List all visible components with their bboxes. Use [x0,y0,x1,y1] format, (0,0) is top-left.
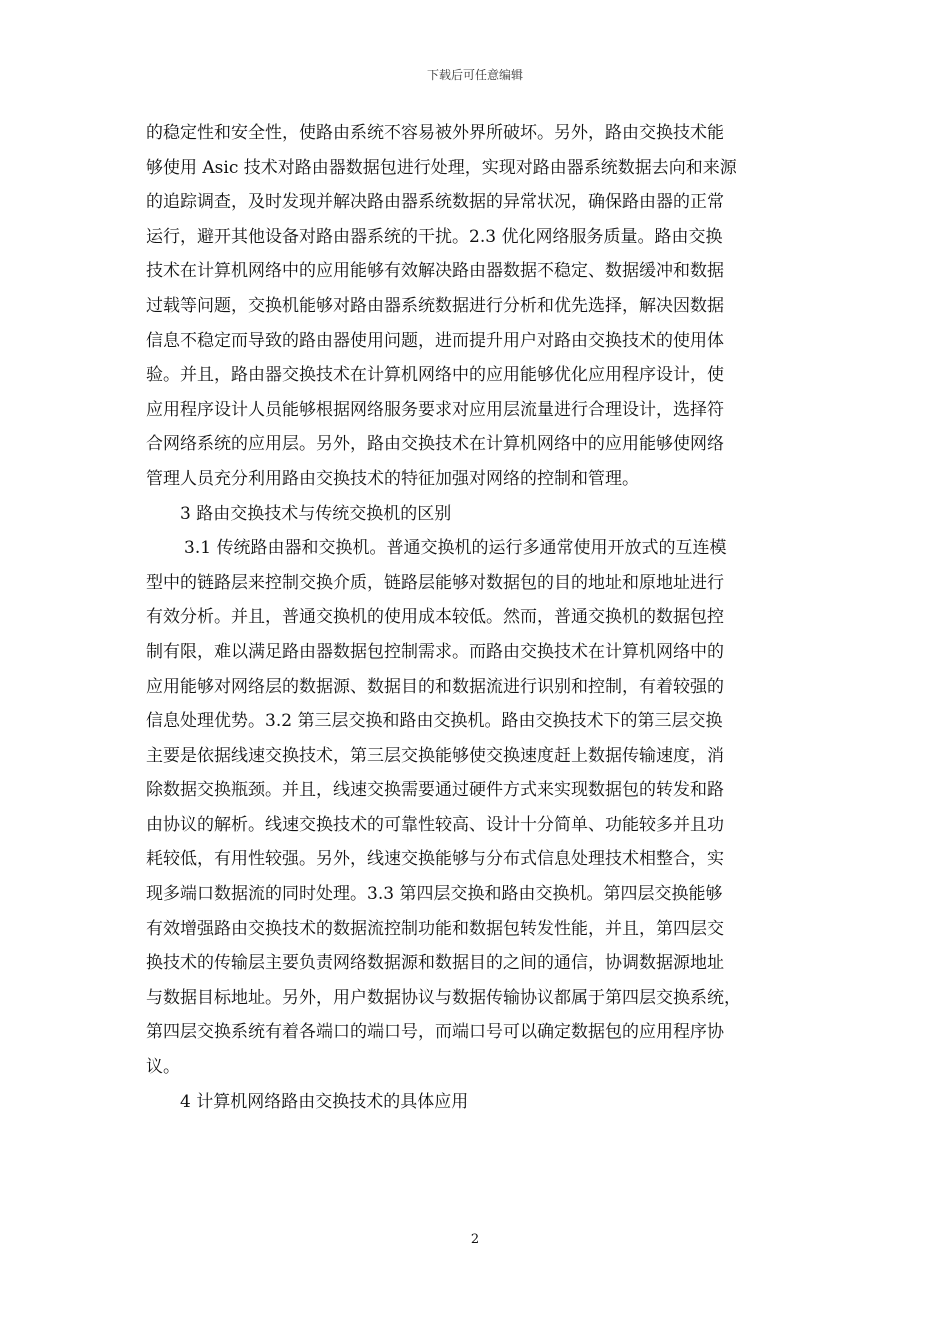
page-header-note: 下载后可任意编辑 [426,68,523,82]
text-line: 换技术的传输层主要负责网络数据源和数据目的之间的通信，协调数据源地址 [146,953,724,974]
text-line: 运行，避开其他设备对路由器系统的干扰。2.3 优化网络服务质量。路由交换 [146,226,723,247]
text-line: 合网络系统的应用层。另外，路由交换技术在计算机网络中的应用能够使网络 [146,434,724,455]
text-line: 有效增强路由交换技术的数据流控制功能和数据包转发性能，并且，第四层交 [146,918,724,939]
section-heading-text: 4 计算机网络路由交换技术的具体应用 [180,1091,469,1112]
text-line: 第四层交换系统有着各端口的端口号，而端口号可以确定数据包的应用程序协 [146,1022,724,1043]
text-line: 议。 [146,1057,180,1078]
text-line: 耗较低，有用性较强。另外，线速交换能够与分布式信息处理技术相整合，实 [146,849,724,870]
text-line: 的追踪调查，及时发现并解决路由器系统数据的异常状况，确保路由器的正常 [146,192,724,213]
text-line: 管理人员充分利用路由交换技术的特征加强对网络的控制和管理。 [146,468,639,489]
text-line: 信息不稳定而导致的路由器使用问题，进而提升用户对路由交换技术的使用体 [146,330,724,351]
text-line: 现多端口数据流的同时处理。3.3 第四层交换和路由交换机。第四层交换能够 [146,884,723,905]
section-heading [146,1085,814,1120]
text-line: 有效分析。并且，普通交换机的使用成本较低。然而，普通交换机的数据包控 [146,607,724,628]
text-line: 技术在计算机网络中的应用能够有效解决路由器数据不稳定、数据缓冲和数据 [146,261,724,282]
text-line: 主要是依据线速交换技术，第三层交换能够使交换速度赶上数据传输速度，消 [146,745,724,766]
section-heading-text: 3 路由交换技术与传统交换机的区别 [180,503,452,524]
text-line: 与数据目标地址。另外，用户数据协议与数据传输协议都属于第四层交换系统， [146,987,741,1008]
text-line: 3.1 传统路由器和交换机。普通交换机的运行多通常使用开放式的互连模 [184,538,727,559]
paragraph [146,116,814,497]
text-line: 型中的链路层来控制交换介质，链路层能够对数据包的目的地址和原地址进行 [146,572,724,593]
text-line: 应用程序设计人员能够根据网络服务要求对应用层流量进行合理设计，选择符 [146,399,724,420]
paragraph [146,531,814,1085]
text-line: 够使用 Asic 技术对路由器数据包进行处理，实现对路由器系统数据去向和来源 [146,157,737,178]
text-line: 验。并且，路由器交换技术在计算机网络中的应用能够优化应用程序设计，使 [146,365,724,386]
text-line: 过载等问题，交换机能够对路由器系统数据进行分析和优先选择，解决因数据 [146,295,724,316]
page-number: 2 [470,1232,480,1247]
text-line: 应用能够对网络层的数据源、数据目的和数据流进行识别和控制，有着较强的 [146,676,724,697]
text-line: 除数据交换瓶颈。并且，线速交换需要通过硬件方式来实现数据包的转发和路 [146,780,724,801]
text-line: 的稳定性和安全性，使路由系统不容易被外界所破坏。另外，路由交换技术能 [146,123,724,143]
text-line: 制有限，难以满足路由器数据包控制需求。而路由交换技术在计算机网络中的 [146,641,724,662]
body-text [146,116,814,1119]
text-line: 由协议的解析。线速交换技术的可靠性较高、设计十分简单、功能较多并且功 [146,814,724,835]
text-line: 信息处理优势。3.2 第三层交换和路由交换机。路由交换技术下的第三层交换 [146,711,723,732]
section-heading [146,497,814,532]
